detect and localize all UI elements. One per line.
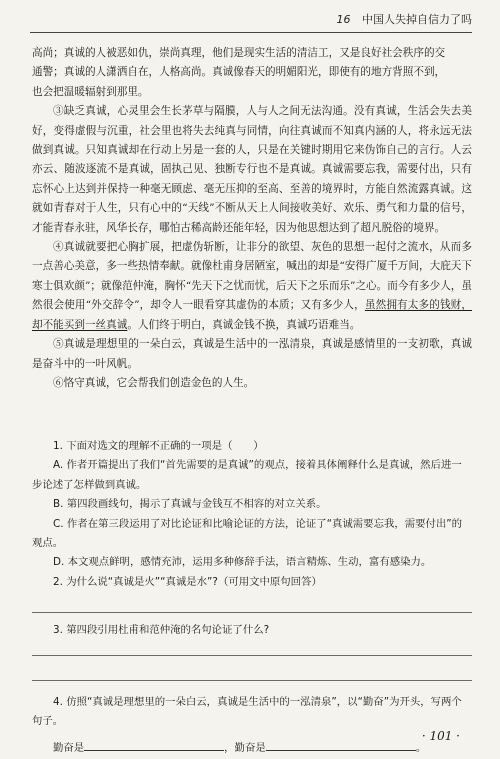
answer-blank-2[interactable] [266,750,416,751]
question-4-answer-row [32,739,472,758]
question-1-option-d: D. 本文观点鲜明，感情充沛，运用多种修辞手法，语言精炼、生动，富有感染力。 [53,556,432,569]
paragraph-5: ⑤真诚是理想里的一朵白云，真诚是生活中的一泓清泉，真诚是感情里的一支初歌，真诚是奋斗中的一叶风帆。 [32,338,472,370]
question-2: 2. 为什么说“真诚是火”“真诚是水”?（可用文中原句回答） [53,575,322,588]
question-3: 3. 第四段引用杜甫和范仲淹的名句论证了什么? [53,624,270,637]
question-1-option-a: A. 作者开篇提出了我们“首先需要的是真诚”的观点，接着具体阐释什么是真诚，然后进一步论述了怎样做到真诚。 [32,459,462,491]
paragraph-4-text: ④真诚就要把心胸扩展，把虚伪斩断，让非分的欲望、灰色的思想一起付之流水，从而多一点善心美意，多一些热情奉献。就像杜甫身居陋室，喊出的却是“安得广厦千万间，大庇天下寒士俱欢颜”；就像范仲淹，胸怀“先天下之忧而忧，后天下之乐而乐”之心。而今有多少人，虽然很会使用“外交辞令”，却令人一眼看穿其虚伪的本质；又有多少人， [32,241,472,312]
question-4-prefix-2: ，勤奋是 [224,742,266,755]
paragraph-4 [32,238,472,335]
passage-line: 高尚；真诚的人被恶如仇，崇尚真理，他们是现实生活的清洁工，又是良好社会秩序的交 [32,47,446,59]
header-title: 中国人失掉自信力了吗 [362,13,472,26]
running-header [30,8,472,33]
question-4-prefix-1: 勤奋是 [53,742,85,755]
passage-line: 也会把温暖辐射到那里。 [32,85,149,98]
question-1-option-c: C. 作者在第三段运用了对比论证和比喻论证的方法，论证了“真诚需要忘我，需要付出”的观点。 [32,517,463,550]
paragraph-4-ending: 。人们终于明白，真诚金钱不换，真诚巧语难当。 [127,318,361,331]
header-page-number: 16 [336,13,351,26]
question-1-option-b: B. 第四段画线句，揭示了真诚与金钱互不相容的对立关系。 [53,498,327,511]
paragraph-3: ③缺乏真诚，心灵里会生长茅草与隔膜，人与人之间无法沟通。没有真诚，生活会失去美好，变得虚假与沉重，社会里也将失去纯真与同情，向往真诚而不知真内涵的人，将永远无法做到真诚。只知真诚却在行动上另是一套的人，只是在关键时期用它来伪饰自己的言行。人云亦云、随波逐流不是真诚，固执己见、独断专行也不是真诚。真诚需要忘我，需要付出，只有忘怀心上达到并保持一种毫无顾虑、毫无压抑的至高、至善的境界时，方能自然流露真诚。这就如青春对于人生，只有心中的“天线”不断从天上人间接收美好、欢乐、勇气和力量的信号，才能青春永驻，风华长存，哪怕古稀高龄还能年轻，因为他思想达到了超凡脱俗的境界。 [32,105,472,234]
page-number: · 101 · [421,729,460,743]
passage-line: 通警；真诚的人潇洒自在，人格高尚。真诚像春天的明媚阳光，即使有的地方背照不到， [32,66,446,79]
passage [32,44,472,393]
questions-section [32,437,472,759]
question-4-end: 。 [415,742,427,755]
question-1-stem: 1. 下面对选文的理解不正确的一项是（ ） [53,440,264,452]
question-4: 4. 仿照“真诚是理想里的一朵白云，真诚是生活中的一泓清泉”，以“勤奋”为开头，写两个句子。 [32,695,462,728]
underlined-sentence: 虽然拥有太多的钱财，却不能买到一丝真诚 [32,299,472,331]
paragraph-6: ⑥恪守真诚，它会帮我们创造金色的人生。 [53,376,255,389]
header-content [337,11,473,27]
answer-blank-1[interactable] [84,750,224,751]
